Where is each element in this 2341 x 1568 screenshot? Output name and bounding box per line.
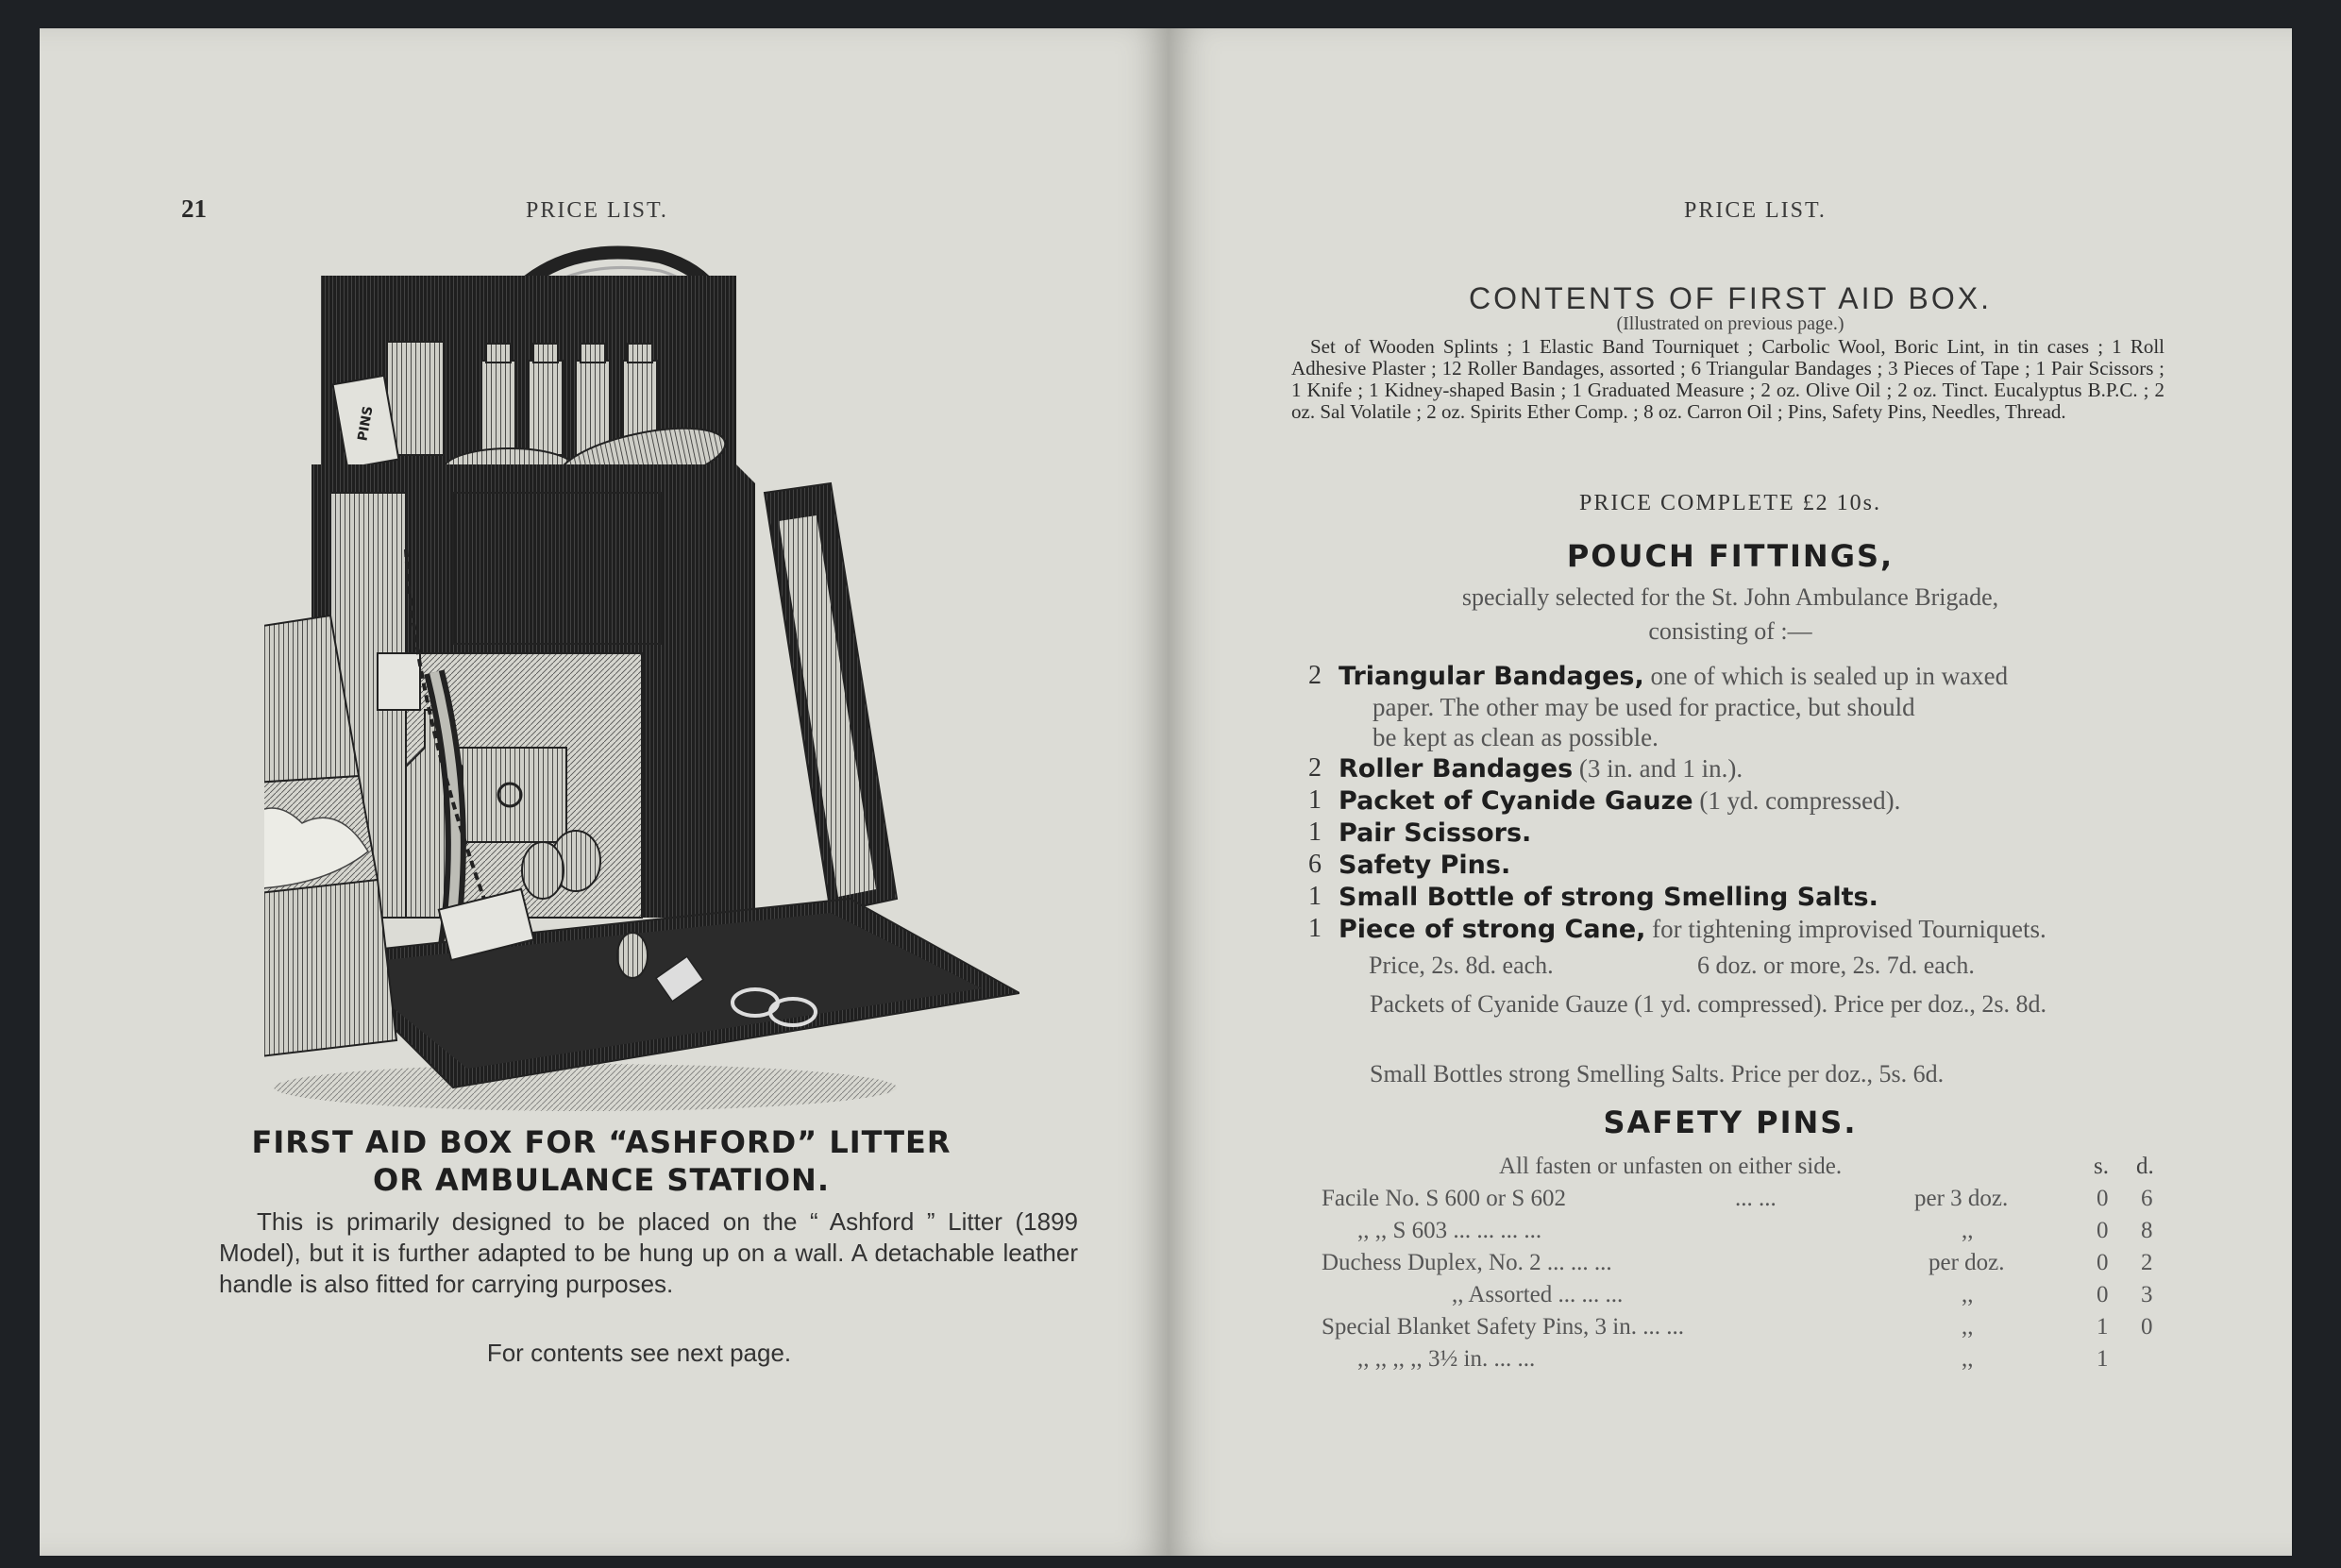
right-page [1169,28,2292,1556]
gauze-price: Packets of Cyanide Gauze (1 yd. compressed). Price per doz., 2s. 8d. [1370,990,2046,1018]
table-row: ,, Assorted ... ... ... ,, 0 3 [1452,1282,2153,1307]
caption-note: For contents see next page. [486,1339,792,1367]
pouch-item: 1 Small Bottle of strong Smelling Salts. [1308,882,1878,912]
running-head-left: PRICE LIST. [526,198,668,223]
left-page [40,28,1169,1556]
pouch-item: 2 Triangular Bandages, one of which is sealed up in waxed paper. The other may be used for practice, but should be kept as clean as possible. [1308,661,2009,751]
salts-price: Small Bottles strong Smelling Salts. Price per doz., 5s. 6d. [1370,1060,1945,1087]
page-number: 21 [181,194,207,223]
pouch-item: 1 Pair Scissors. [1308,818,1532,848]
price-complete: PRICE COMPLETE £2 10s. [1578,491,1882,515]
safety-pins-intro: All fasten or unfasten on either side. [1499,1154,1843,1179]
pins-col-shillings: s. [2094,1154,2109,1179]
pouch-item: 1 Piece of strong Cane, for tightening improvised Tourniquets. [1308,914,2046,944]
table-row: Duchess Duplex, No. 2 ... ... ... per doz. 0 2 [1322,1250,2153,1275]
price-bulk: 6 doz. or more, 2s. 7d. each. [1697,952,1975,979]
caption-title-line1: FIRST AID BOX FOR “ASHFORD” LITTER [251,1124,952,1160]
table-row: Special Blanket Safety Pins, 3 in. ... ... ,, 1 0 [1322,1314,2153,1340]
caption-body: This is primarily designed to be placed on the “ Ashford ” Litter (1899 Model), but it is further adapted to be hung up on a wall. A detachable leather handle is also fitted for carrying purposes. [219,1207,1078,1298]
pouch-item: 1 Packet of Cyanide Gauze (1 yd. compressed). [1308,785,1901,816]
table-row: ,, ,, S 603 ... ... ... ... ,, 0 8 [1357,1218,2153,1243]
contents-body: Set of Wooden Splints ; 1 Elastic Band Tourniquet ; Carbolic Wool, Boric Lint, in tin cases ; 1 Roll Adhesive Plaster ; 12 Roller Bandages, assorted ; 6 Triangular Bandages ; 3 Pieces of Tape ; 1 Pair Scissors ; 1 Knife ; 1 Kidney-shaped Basin ; 1 Graduated Measure ; 2 oz. Olive Oil ; 2 oz. Tinct. Eucalyptus B.P.C. ; 2 oz. Sal Volatile ; 2 oz. Spirits Ether Comp. ; 8 oz. Carron Oil ; Pins, Safety Pins, Needles, Thread. [1291,335,2164,423]
table-row: Facile No. S 600 or S 602 ... ... per 3 doz. 0 6 [1322,1186,2153,1211]
caption-title-line2: OR AMBULANCE STATION. [373,1162,830,1198]
pouch-consisting: consisting of :— [1648,617,1812,645]
price-each: Price, 2s. 8d. each. [1369,952,1554,979]
first-aid-box-engraving [264,238,1019,1125]
pins-label: PINS [355,404,377,443]
pouch-fittings-title: POUCH FITTINGS, [1566,538,1895,574]
pins-col-pence: d. [2136,1154,2154,1179]
pouch-subtitle: specially selected for the St. John Ambulance Brigade, [1461,583,1999,611]
contents-title: CONTENTS OF FIRST AID BOX. [1469,281,1992,315]
safety-pins-title: SAFETY PINS. [1603,1104,1858,1140]
running-head-right: PRICE LIST. [1684,198,1827,223]
contents-subtitle: (Illustrated on previous page.) [1616,313,1844,334]
pouch-item: 2 Roller Bandages (3 in. and 1 in.). [1308,753,1743,784]
pouch-item: 6 Safety Pins. [1308,850,1511,880]
table-row: ,, ,, ,, ,, 3½ in. ... ... ,, 1 [1357,1346,2109,1372]
